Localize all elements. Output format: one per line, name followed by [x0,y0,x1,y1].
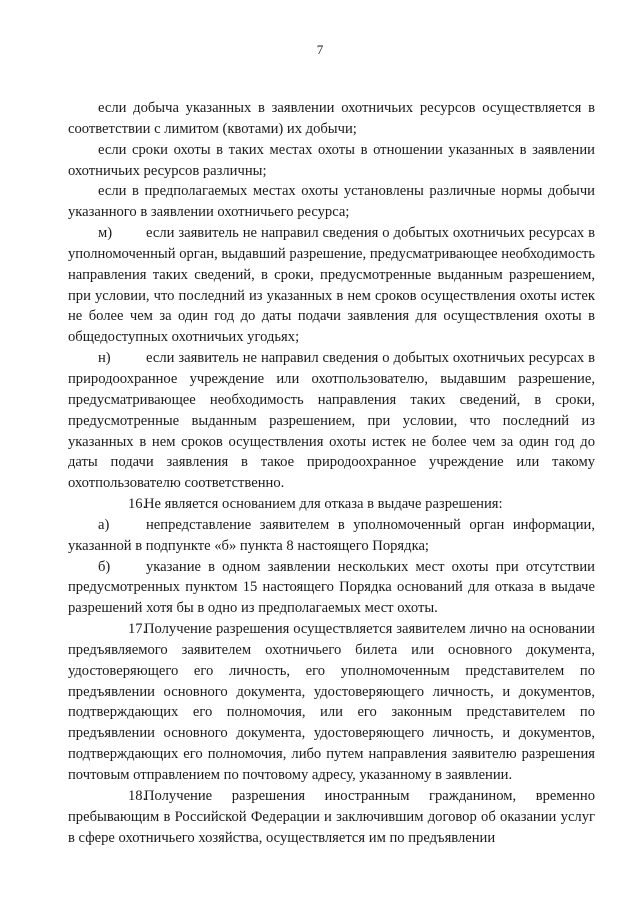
paragraph-text: если добыча указанных в заявлении охотничьих ресурсов осуществляется в соответствии с лимитом (квотами) их добычи; [68,100,595,137]
paragraph-text: указание в одном заявлении нескольких мест охоты при отсутствии предусмотренных пунктом 15 настоящего Порядка оснований для отказа в выдаче разрешений хотя бы в одно из предполагаемых мест охоты. [68,558,595,617]
paragraph-text: если заявитель не направил сведения о добытых охотничьих ресурсах в уполномоченный орган, выдавший разрешение, предусматривающее необходимость направления таких сведений, в сроки, предусмотренные выданным разрешением, при условии, что последний из указанных в нем сроков осуществления охоты истек не более чем за один год до даты подачи заявления для осуществления охоты в общедоступных охотничьих угодьях; [68,225,595,346]
paragraph-clause-16 [68,494,595,515]
paragraph-text: если заявитель не направил сведения о добытых охотничьих ресурсах в природоохранное учреждение или охотпользователю, выдавшим разрешение, предусматривающее необходимость направления таких сведений, в сроки, предусмотренные выданным разрешением, при условии, что последний из указанных в нем сроков осуществления охоты истек не более чем за один год до даты подачи заявления в такое природоохранное учреждение или такому охотпользователю соответственно. [68,350,595,492]
page-number: 7 [316,42,324,57]
paragraph-clause-17 [68,619,595,786]
paragraph-3 [68,181,595,223]
document-body [68,98,595,848]
paragraph-clause-18 [68,786,595,849]
paragraph-2 [68,140,595,182]
clause-number: 16. [128,496,147,513]
paragraph-text: если в предполагаемых местах охоты установлены различные нормы добычи указанного в заявлении охотничьего ресурса; [68,183,595,221]
item-marker: м) [98,225,113,242]
paragraph-text: если сроки охоты в таких местах охоты в отношении указанных в заявлении охотничьих ресурсов различны; [68,141,595,179]
paragraph-item-m [68,223,595,348]
paragraph-item-a [68,515,595,557]
paragraph-1 [68,98,595,140]
paragraph-item-b [68,557,595,620]
paragraph-text: Получение разрешения осуществляется заявителем лично на основании предъявляемого заявителем охотничьего билета или основного документа, удостоверяющего его личность, его уполномоченным представителем по предъявлении основного документа, удостоверяющего личность, и документов, подтверждающих его полномочия, или его законным представителем по предъявлении основного документа, удостоверяющего личность, и документов, подтверждающих его полномочия, либо путем направления заявителю разрешения почтовым отправлением по почтовому адресу, указанному в заявлении. [68,621,595,783]
paragraph-text: Получение разрешения иностранным гражданином, временно пребывающим в Российской Федерации и заключившим договор об оказании услуг в сфере охотничьего хозяйства, осуществляется им по предъявлении [68,787,595,846]
paragraph-text: Не является основанием для отказа в выдаче разрешения: [144,496,503,513]
paragraph-text: непредставление заявителем в уполномоченный орган информации, указанной в подпункте «б» пункта 8 настоящего Порядка; [68,516,595,554]
clause-number: 17. [128,621,147,638]
paragraph-item-n [68,348,595,494]
item-marker: н) [98,350,111,367]
item-marker: б) [98,558,111,575]
clause-number: 18. [128,787,147,804]
item-marker: а) [98,516,110,533]
